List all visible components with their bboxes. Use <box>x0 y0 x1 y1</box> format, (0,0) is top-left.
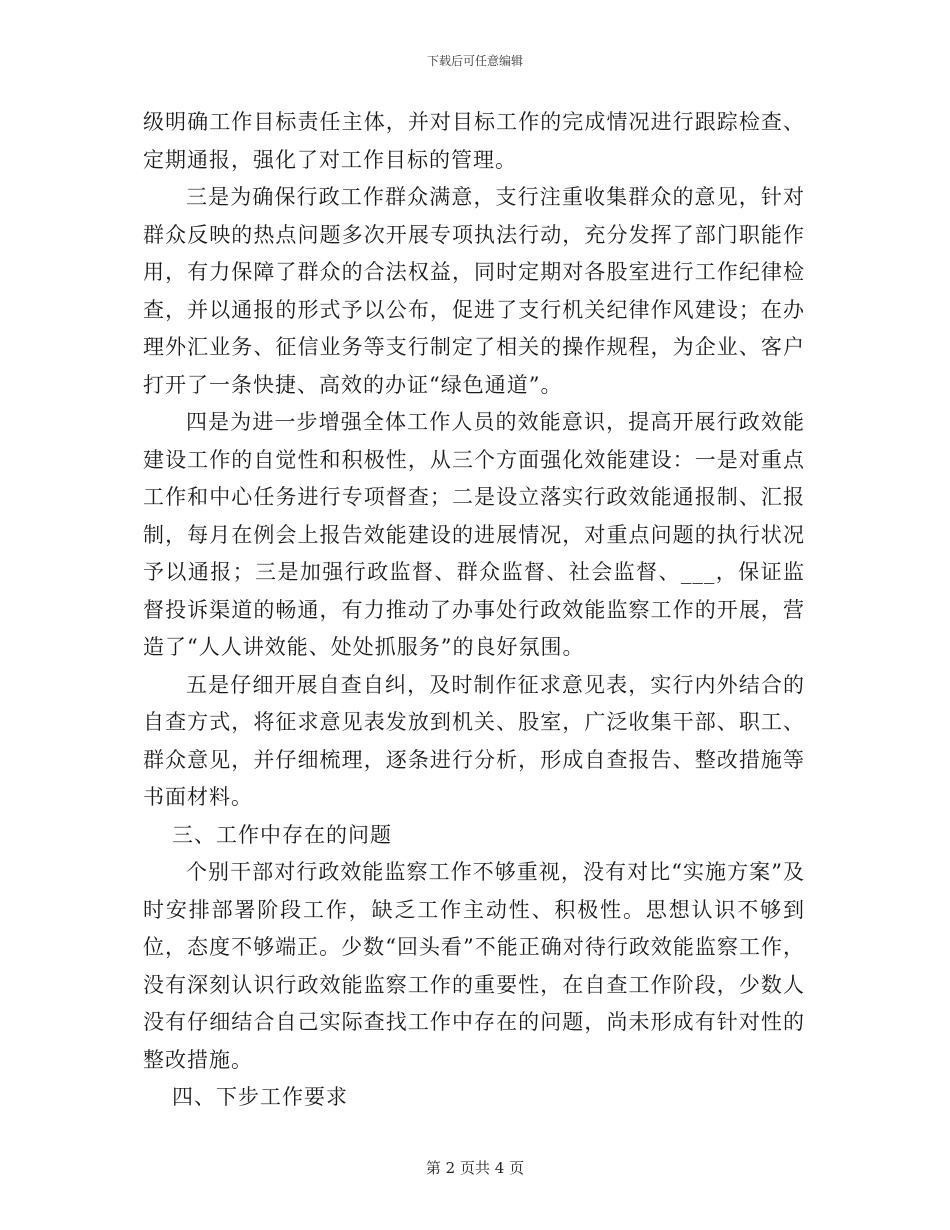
paragraph-point-three: 三是为确保行政工作群众满意，支行注重收集群众的意见，针对群众反映的热点问题多次开展专项执法行动，充分发挥了部门职能作用，有力保障了群众的合法权益，同时定期对各股室进行工作纪律检查，并以通报的形式予以公布，促进了支行机关纪律作风建设；在办理外汇业务、征信业务等支行制定了相关的操作规程，为企业、客户打开了一条快捷、高效的办证“绿色通道”。 <box>143 185 805 397</box>
section-heading-next-steps: 四、下步工作要求 <box>172 1085 348 1109</box>
paragraph-point-four: 四是为进一步增强全体工作人员的效能意识，提高开展行政效能建设工作的自觉性和积极性，从三个方面强化效能建设：一是对重点工作和中心任务进行专项督查；二是设立落实行政效能通报制、汇报制，每月在例会上报告效能建设的进展情况，对重点问题的执行状况予以通报；三是加强行政监督、群众监督、社会监督、___，保证监督投诉渠道的畅通，有力推动了办事处行政效能监察工作的开展，营造了“人人讲效能、处处抓服务”的良好氛围。 <box>143 410 805 659</box>
document-body <box>143 104 805 1117</box>
paragraph-point-five: 五是仔细开展自查自纠，及时制作征求意见表，实行内外结合的自查方式，将征求意见表发放到机关、股室，广泛收集干部、职工、群众意见，并仔细梳理，逐条进行分析，形成自查报告、整改措施等书面材料。 <box>143 672 805 809</box>
paragraph-continuation: 级明确工作目标责任主体，并对目标工作的完成情况进行跟踪检查、定期通报，强化了对工作目标的管理。 <box>143 110 805 172</box>
paragraph-problems: 个别干部对行政效能监察工作不够重视，没有对比“实施方案”及时安排部署阶段工作，缺乏工作主动性、积极性。思想认识不够到位，态度不够端正。少数“回头看”不能正确对待行政效能监察工作，没有深刻认识行政效能监察工作的重要性，在自查工作阶段，少数人没有仔细结合自己实际查找工作中存在的问题，尚未形成有针对性的整改措施。 <box>143 860 805 1072</box>
page-number: 第 2 页共 4 页 <box>425 1159 525 1177</box>
section-heading-problems: 三、工作中存在的问题 <box>172 822 392 847</box>
page-header: 下载后可任意编辑 <box>426 54 523 68</box>
